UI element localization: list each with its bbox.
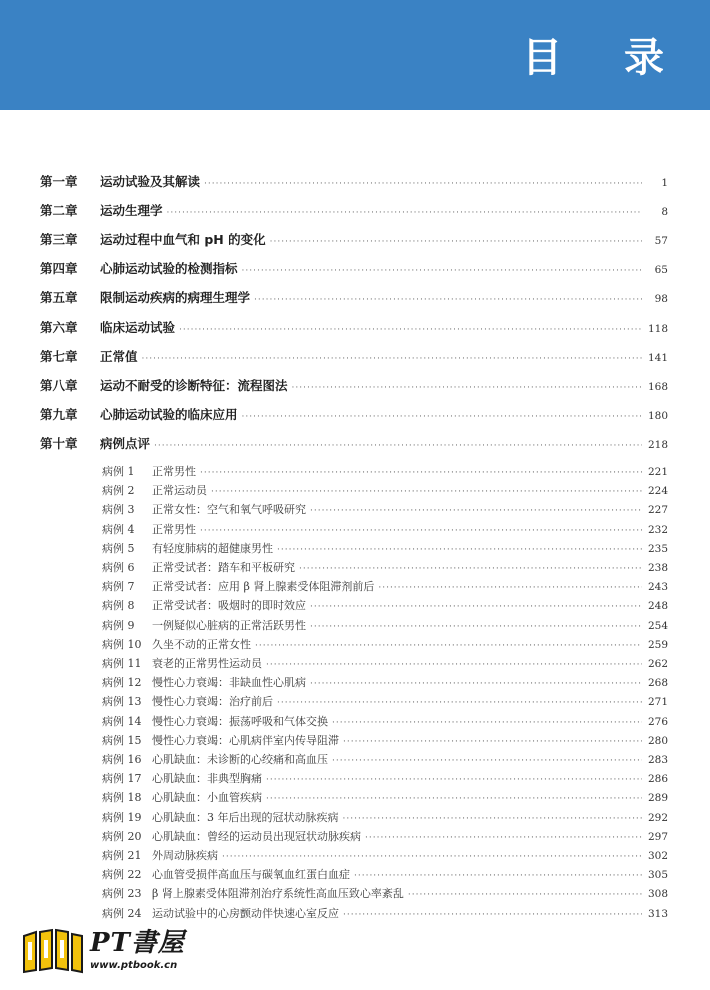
case-number: 病例 1: [102, 465, 135, 478]
dot-leader: [343, 910, 642, 920]
page-number: 289: [647, 792, 668, 805]
dot-leader: [154, 441, 642, 451]
case-title: 一例疑似心脏病的正常活跃男性: [152, 618, 306, 632]
case-title: 正常运动员: [152, 484, 207, 498]
case-row: [102, 636, 668, 652]
chapter-number: 第五章: [40, 290, 78, 306]
case-number: 病例 3: [102, 503, 135, 517]
page-number: 248: [647, 600, 668, 613]
page-number: 235: [647, 542, 668, 555]
page-number: 1: [661, 177, 668, 189]
page-number: 118: [647, 322, 668, 335]
dot-leader: [277, 698, 642, 708]
chapter-number: 第三章: [40, 232, 78, 248]
page-number: 259: [647, 638, 668, 651]
page-number: 308: [647, 888, 668, 901]
dot-leader: [310, 622, 642, 632]
chapter-title: 心肺运动试验的检测指标: [100, 261, 238, 277]
chapter-title: 运动试验及其解读: [100, 174, 201, 189]
chapter-row: [40, 201, 668, 219]
dot-leader: [292, 383, 642, 393]
case-row: [102, 521, 668, 537]
case-title: 有轻度肺病的超健康男性: [152, 541, 273, 555]
chapter-row: [40, 288, 668, 306]
page-number: 243: [647, 581, 668, 594]
case-row: [102, 770, 668, 786]
case-number: 病例 7: [102, 580, 135, 594]
chapter-number: 第十章: [40, 435, 78, 451]
dot-leader: [204, 179, 642, 189]
case-title: 心肌缺血：非典型胸痛: [152, 772, 262, 786]
case-title: 心肌缺血：曾经的运动员出现冠状动脉疾病: [152, 829, 361, 843]
case-row: [102, 789, 668, 805]
page-number: 280: [647, 734, 668, 747]
case-title: 运动试验中的心房颤动伴快速心室反应: [152, 906, 339, 920]
dot-leader: [200, 468, 642, 478]
page-number: 232: [647, 523, 668, 536]
case-number: 病例 16: [102, 753, 142, 766]
case-number: 病例 23: [102, 887, 142, 901]
chapter-number: 第八章: [40, 377, 78, 393]
dot-leader: [167, 208, 642, 218]
case-title: 外周动脉疾病: [152, 849, 218, 862]
case-row: [102, 809, 668, 825]
case-number: 病例 22: [102, 868, 142, 882]
case-title: 心肌缺血：小血管疾病: [152, 791, 262, 805]
page-number: 302: [647, 850, 668, 862]
chapter-title: 限制运动疾病的病理生理学: [100, 290, 251, 306]
case-title: 衰老的正常男性运动员: [152, 657, 262, 670]
case-title: 心肌缺血：未诊断的心绞痛和高血压: [152, 753, 328, 766]
case-row: [102, 847, 668, 863]
chapter-title: 病例点评: [100, 435, 151, 451]
dot-leader: [266, 794, 642, 804]
dot-leader: [266, 660, 642, 670]
dot-leader: [179, 325, 642, 335]
case-number: 病例 14: [102, 714, 142, 728]
chapter-number: 第四章: [40, 261, 78, 277]
case-title: β 肾上腺素受体阻滞剂治疗系统性高血压致心率紊乱: [152, 887, 404, 901]
case-row: [102, 482, 668, 498]
chapter-row: [40, 230, 668, 248]
case-number: 病例 4: [102, 522, 135, 536]
dot-leader: [332, 718, 642, 728]
case-title: 正常受试者：应用 β 肾上腺素受体阻滞剂前后: [152, 580, 375, 594]
chapter-row: [40, 347, 668, 365]
page-number: 224: [647, 485, 668, 498]
watermark: [22, 922, 222, 982]
page-number: 168: [647, 380, 668, 393]
chapter-row: [40, 172, 668, 190]
case-row: [102, 559, 668, 575]
case-row: [102, 674, 668, 690]
dot-leader: [254, 295, 642, 305]
case-row: [102, 905, 668, 921]
case-title: 正常受试者：踏车和平板研究: [152, 561, 295, 574]
page-number: 262: [647, 658, 668, 670]
watermark-name: PT書屋: [90, 928, 185, 958]
case-row: [102, 463, 668, 479]
page-number: 8: [661, 206, 668, 219]
chapter-number: 第二章: [40, 203, 78, 219]
page-title: 目 录: [522, 35, 688, 81]
chapter-title: 正常值: [100, 348, 138, 364]
dot-leader: [266, 775, 642, 785]
page-number: 218: [647, 438, 668, 451]
page-number: 268: [647, 677, 668, 690]
case-number: 病例 2: [102, 484, 135, 498]
page-number: 305: [647, 869, 668, 882]
dot-leader: [354, 871, 642, 881]
page-number: 283: [647, 754, 668, 766]
dot-leader: [378, 583, 642, 593]
dot-leader: [310, 506, 642, 516]
chapter-title: 临床运动试验: [100, 319, 176, 335]
page-number: 313: [647, 907, 668, 920]
chapter-number: 第九章: [40, 406, 78, 422]
case-row: [102, 597, 668, 613]
chapter-row: [40, 259, 668, 277]
dot-leader: [255, 641, 642, 651]
page-number: 276: [647, 715, 668, 728]
dot-leader: [343, 737, 642, 747]
dot-leader: [310, 602, 642, 612]
dot-leader: [343, 814, 643, 824]
chapter-row: [40, 434, 668, 452]
dot-leader: [222, 852, 642, 862]
case-row: [102, 713, 668, 729]
chapter-row: [40, 318, 668, 336]
books-logo-icon: [22, 922, 84, 974]
page-number: 271: [647, 696, 668, 709]
chapter-row: [40, 376, 668, 394]
case-row: [102, 751, 668, 767]
page-number: 297: [647, 830, 668, 843]
page-number: 254: [647, 619, 668, 632]
case-number: 病例 9: [102, 618, 135, 632]
chapter-row: [40, 405, 668, 423]
case-row: [102, 655, 668, 671]
case-row: [102, 617, 668, 633]
dot-leader: [270, 237, 642, 247]
case-number: 病例 11: [102, 657, 142, 670]
dot-leader: [242, 266, 642, 276]
dot-leader: [310, 679, 642, 689]
dot-leader: [299, 564, 642, 574]
case-number: 病例 18: [102, 791, 142, 805]
case-number: 病例 21: [102, 849, 142, 862]
case-title: 慢性心力衰竭：治疗前后: [152, 695, 273, 709]
case-title: 心肌缺血：3 年后出现的冠状动脉疾病: [152, 810, 339, 824]
chapter-title: 运动过程中血气和 pH 的变化: [100, 232, 266, 248]
page-number: 286: [647, 773, 668, 786]
page-number: 98: [654, 293, 668, 306]
page-number: 65: [654, 264, 668, 277]
case-number: 病例 17: [102, 772, 142, 786]
case-title: 慢性心力衰竭：心肌病伴室内传导阻滞: [152, 733, 339, 747]
dot-leader: [142, 354, 642, 364]
case-title: 正常男性: [152, 522, 196, 536]
page-number: 180: [647, 409, 668, 422]
dot-leader: [408, 890, 642, 900]
case-row: [102, 540, 668, 556]
dot-leader: [332, 756, 642, 766]
case-number: 病例 10: [102, 637, 142, 651]
chapter-number: 第六章: [40, 319, 78, 335]
chapter-title: 运动生理学: [100, 203, 163, 219]
case-row: [102, 693, 668, 709]
page-number: 292: [647, 811, 668, 824]
case-row: [102, 828, 668, 844]
case-title: 正常男性: [152, 465, 196, 478]
page-number: 227: [647, 504, 668, 517]
case-number: 病例 15: [102, 733, 142, 747]
case-row: [102, 501, 668, 517]
chapter-title: 心肺运动试验的临床应用: [100, 406, 238, 422]
dot-leader: [365, 833, 642, 843]
case-number: 病例 6: [102, 561, 135, 574]
case-title: 正常受试者：吸烟时的即时效应: [152, 599, 306, 613]
case-number: 病例 5: [102, 541, 135, 555]
case-row: [102, 732, 668, 748]
watermark-url: www.ptbook.cn: [90, 960, 178, 971]
page-number: 57: [654, 235, 668, 248]
case-title: 慢性心力衰竭：振荡呼吸和气体交换: [152, 714, 328, 728]
case-title: 久坐不动的正常女性: [152, 637, 251, 651]
dot-leader: [200, 526, 642, 536]
case-number: 病例 12: [102, 676, 142, 690]
dot-leader: [211, 487, 642, 497]
case-number: 病例 20: [102, 829, 142, 843]
case-row: [102, 885, 668, 901]
chapter-number: 第七章: [40, 348, 78, 364]
dot-leader: [277, 545, 642, 555]
chapter-number: 第一章: [40, 174, 78, 189]
case-number: 病例 13: [102, 695, 142, 709]
dot-leader: [242, 412, 642, 422]
case-row: [102, 578, 668, 594]
case-number: 病例 19: [102, 810, 142, 824]
case-row: [102, 866, 668, 882]
header-band: [0, 0, 710, 110]
page-number: 141: [647, 351, 668, 364]
case-title: 心血管受损伴高血压与碳氧血红蛋白血症: [152, 868, 350, 882]
case-title: 正常女性：空气和氧气呼吸研究: [152, 503, 306, 517]
page-number: 221: [647, 466, 668, 478]
case-number: 病例 8: [102, 599, 135, 613]
page-number: 238: [647, 562, 668, 574]
case-number: 病例 24: [102, 906, 142, 920]
chapter-title: 运动不耐受的诊断特征：流程图法: [100, 377, 288, 393]
case-title: 慢性心力衰竭：非缺血性心肌病: [152, 676, 306, 690]
